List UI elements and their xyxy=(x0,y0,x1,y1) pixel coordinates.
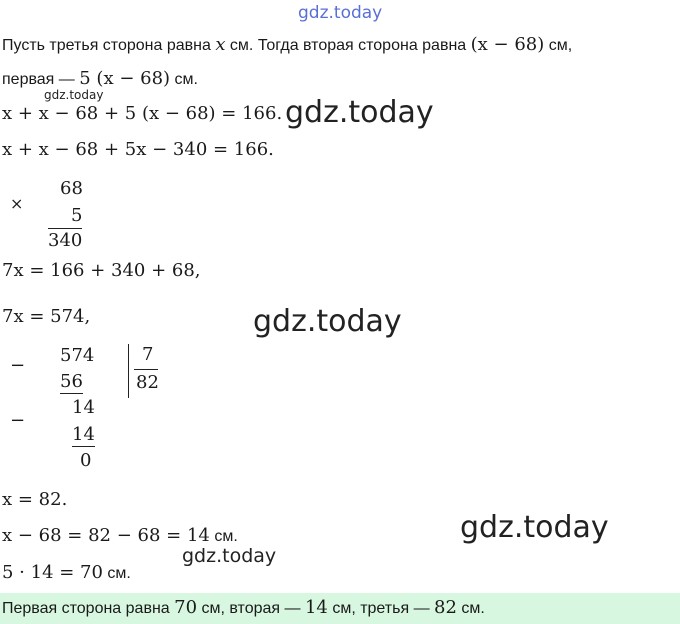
division-subtract-2: 14 xyxy=(72,424,95,445)
division-divisor-line xyxy=(134,369,158,370)
value: 70 xyxy=(174,597,198,618)
equation-2: x + x − 68 + 5x − 340 = 166. xyxy=(2,139,274,160)
unit: см. xyxy=(214,528,238,545)
text: Первая сторона равна xyxy=(2,600,170,617)
watermark-big-1: gdz.today xyxy=(285,95,434,130)
value: 14 xyxy=(304,597,328,618)
answer-line xyxy=(2,597,485,618)
division-minus-1: − xyxy=(10,355,26,376)
multiply-top: 68 xyxy=(60,178,83,199)
line-1 xyxy=(2,34,572,55)
division-dividend: 574 xyxy=(60,345,95,366)
math-expr: x − 68 = 82 − 68 = 14 xyxy=(2,525,210,546)
division-quotient: 82 xyxy=(136,372,159,393)
division-minus-2: − xyxy=(10,410,26,431)
math-var: x xyxy=(215,34,226,55)
text: см. xyxy=(461,600,485,617)
math-expr: (x − 68) xyxy=(470,34,545,55)
watermark-big-2: gdz.today xyxy=(253,304,402,339)
text: см, третья — xyxy=(332,600,430,617)
watermark-top: gdz.today xyxy=(298,3,383,23)
line-2 xyxy=(2,68,198,89)
unit: см. xyxy=(107,565,131,582)
equation-3: 7x = 166 + 340 + 68, xyxy=(2,260,201,281)
text: см, xyxy=(548,37,573,54)
equation-6 xyxy=(2,525,238,546)
division-remainder-1: 14 xyxy=(72,397,95,418)
equation-5: x = 82. xyxy=(2,489,68,510)
equation-7 xyxy=(2,562,131,583)
text: см. Тогда вторая сторона равна xyxy=(229,37,467,54)
text: см. xyxy=(174,71,198,88)
text: Пусть третья сторона равна xyxy=(2,37,211,54)
text: см, вторая — xyxy=(201,600,301,617)
division-remainder-2: 0 xyxy=(80,450,92,471)
watermark-big-3: gdz.today xyxy=(460,510,609,545)
multiply-result: 340 xyxy=(48,230,83,251)
watermark-small-2: gdz.today xyxy=(182,545,277,567)
equation-1: x + x − 68 + 5 (x − 68) = 166. xyxy=(2,103,283,124)
division-bar xyxy=(128,344,129,398)
multiply-sign: × xyxy=(10,194,24,213)
equation-4: 7x = 574, xyxy=(2,306,91,327)
text: первая — xyxy=(2,71,75,88)
division-subtract-1: 56 xyxy=(60,371,83,392)
math-expr: 5 · 14 = 70 xyxy=(2,562,103,583)
answer-bar xyxy=(0,593,680,624)
multiply-factor: 5 xyxy=(71,205,83,226)
value: 82 xyxy=(434,597,457,618)
division-divisor: 7 xyxy=(142,344,154,365)
watermark-small-1: gdz.today xyxy=(44,88,104,102)
math-expr: 5 (x − 68) xyxy=(79,68,171,89)
